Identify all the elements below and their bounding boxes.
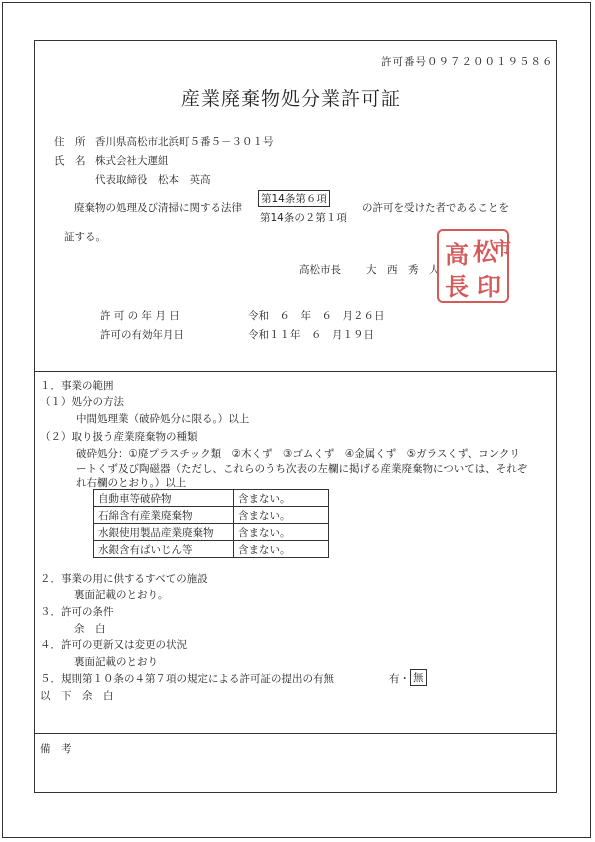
address-value: 香川県高松市北浜町５番５－３０１号 [95, 136, 274, 148]
table-cell-item: 石綿含有産業廃棄物 [94, 507, 234, 524]
table-row [94, 507, 329, 524]
representative-name: 代表取締役 松本 英高 [95, 174, 211, 186]
section-5-yes: 有・ [389, 673, 410, 685]
section-3-value: 余 白 [74, 623, 106, 635]
section-1-1-title: （１）処分の方法 [40, 396, 124, 408]
section-1-2-line: れ右欄のとおり。）以上 [76, 477, 187, 489]
remarks-label: 備 考 [40, 743, 72, 755]
table-row [94, 524, 329, 541]
section-1-1-value: 中間処理業（破砕処分に限る。）以上 [76, 413, 250, 425]
table-cell-status: 含まない。 [234, 490, 329, 507]
table-cell-status: 含まない。 [234, 524, 329, 541]
law-article-alt: 第14条の２第１項 [260, 212, 347, 224]
seal-char: 高 [445, 240, 469, 269]
section-divider-top [34, 371, 557, 372]
company-name: 株式会社大運組 [95, 155, 169, 167]
table-cell-status: 含まない。 [234, 507, 329, 524]
permit-date-label: 許 可 の 年 月 日 [100, 310, 180, 322]
remainder-blank: 以 下 余 白 [40, 690, 114, 702]
mayor-name: 大 西 秀 人 [366, 264, 440, 276]
section-3-title: ３．許可の条件 [40, 606, 114, 618]
seal-char: 印 [477, 272, 501, 301]
section-4-value: 裏面記載のとおり [74, 656, 158, 668]
table-cell-item: 水銀使用製品産業廃棄物 [94, 524, 234, 541]
name-label: 氏 名 [54, 155, 86, 167]
section-1-2-title: （２）取り扱う産業廃棄物の種類 [40, 431, 198, 443]
table-cell-item: 水銀含有ばいじん等 [94, 541, 234, 558]
official-seal [437, 229, 509, 303]
seal-char: 松 [473, 237, 497, 266]
section-5-title: ５．規則第１０条の４第７項の規定による許可証の提出の有無 [40, 673, 334, 685]
section-5-no-selected: 無 [410, 669, 427, 686]
permit-date-value: 令和 ６ 年 ６ 月２６日 [248, 310, 385, 322]
valid-date-value: 令和１１年 ６ 月１９日 [248, 329, 374, 341]
section-2-value: 裏面記載のとおり。 [74, 589, 169, 601]
certify-phrase: 証する。 [64, 231, 106, 243]
section-2-title: ２．事業の用に供するすべての施設 [40, 573, 208, 585]
law-text: 廃棄物の処理及び清掃に関する法律 [74, 202, 242, 214]
page-title: 産業廃棄物処分業許可証 [181, 88, 402, 110]
seal-char: 長 [445, 272, 469, 301]
section-4-title: ４．許可の更新又は変更の状況 [40, 639, 187, 651]
exclusion-table [93, 489, 329, 558]
table-cell-item: 自動車等破砕物 [94, 490, 234, 507]
section-1-2-line: ートくず及び陶磁器（ただし、これらのうち次表の左欄に掲げる産業廃棄物については、それぞ [76, 463, 528, 475]
section-1-2-line: 破砕処分：①廃プラスチック類 ②木くず ③ゴムくず ④金属くず ⑤ガラスくず、コンクリ [76, 448, 520, 460]
table-row [94, 541, 329, 558]
valid-date-label: 許可の有効年月日 [100, 329, 184, 341]
law-article-selected: 第14条第６項 [258, 190, 330, 207]
seal-char: 市 [493, 239, 511, 260]
table-cell-status: 含まない。 [234, 541, 329, 558]
table-row [94, 490, 329, 507]
permit-number: 許可番号０９７２００１９５８６ [381, 56, 554, 68]
section-1-title: １．事業の範囲 [40, 380, 114, 392]
section-divider-remarks [34, 733, 557, 734]
permit-phrase: の許可を受けた者であることを [362, 202, 509, 214]
mayor-title: 高松市長 [299, 264, 341, 276]
address-label: 住 所 [54, 136, 86, 148]
